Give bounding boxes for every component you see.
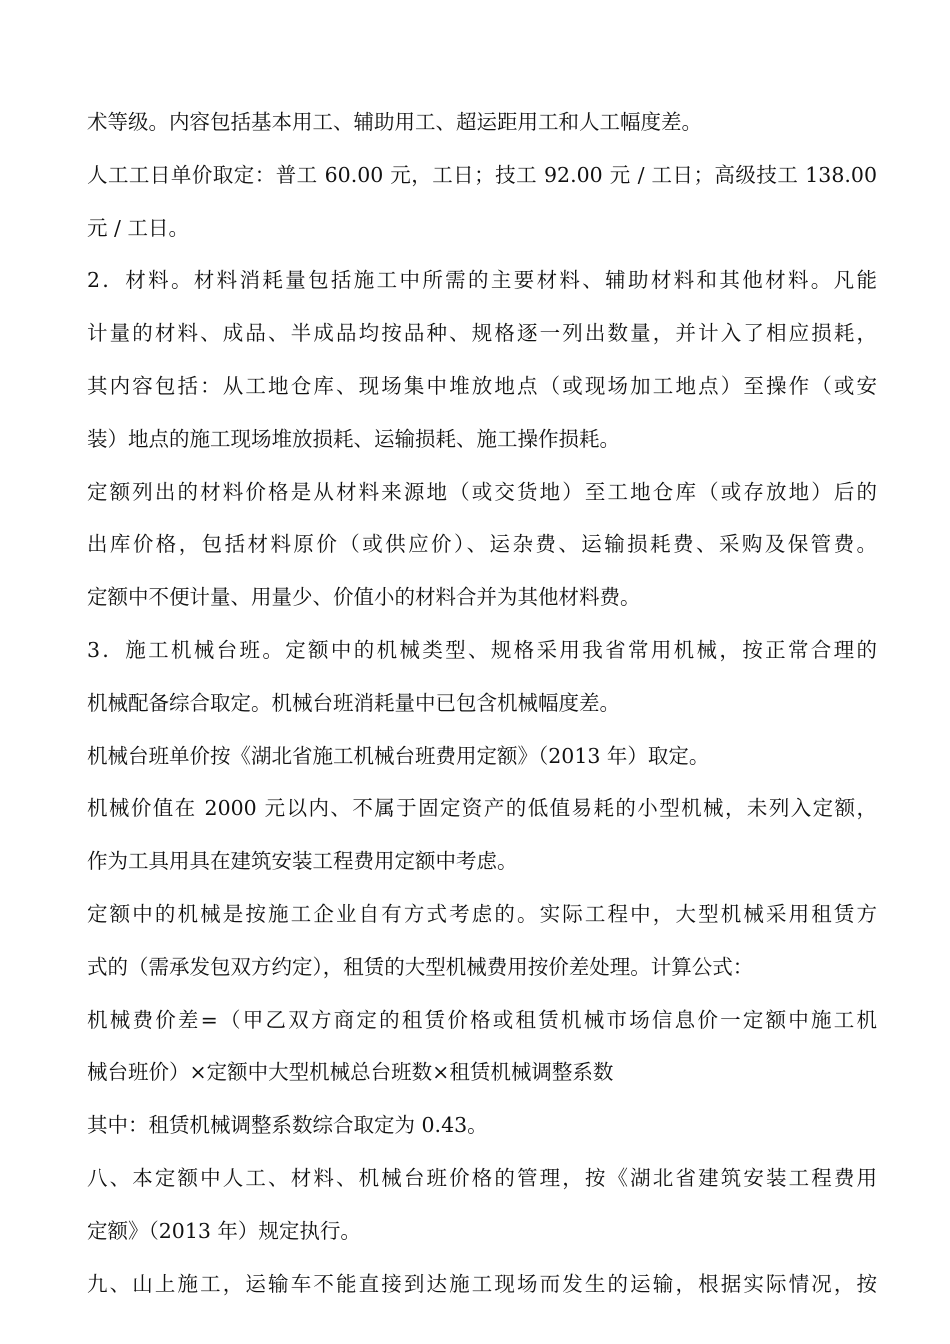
- text-line: 3．施工机械台班。定额中的机械类型、规格采用我省常用机械，按正常合理的: [87, 637, 877, 662]
- text-line: 术等级。内容包括基本用工、辅助用工、超运距用工和人工幅度差。: [87, 110, 702, 134]
- text-line: 械台班价）×定额中大型机械总台班数×租赁机械调整系数: [87, 1060, 614, 1085]
- text-line: 机械费价差=（甲乙双方商定的租赁价格或租赁机械市场信息价一定额中施工机: [87, 1007, 877, 1032]
- text-line: 元 / 工日。: [87, 215, 189, 240]
- text-line: 定额中不便计量、用量少、价值小的材料合并为其他材料费。: [87, 585, 641, 610]
- text-line: 装）地点的施工现场堆放损耗、运输损耗、施工操作损耗。: [87, 426, 620, 451]
- text-line: 定额列出的材料价格是从材料来源地（或交货地）至工地仓库（或存放地）后的: [87, 479, 877, 504]
- text-line: 出库价格，包括材料原价（或供应价）、运杂费、运输损耗费、采购及保管费。: [87, 532, 877, 557]
- text-line: 作为工具用具在建筑安装工程费用定额中考虑。: [87, 849, 518, 874]
- document-body: [87, 100, 877, 1314]
- text-line: 计量的材料、成品、半成品均按品种、规格逐一列出数量，并计入了相应损耗，: [87, 321, 877, 346]
- text-line: 机械价值在 2000 元以内、不属于固定资产的低值易耗的小型机械，未列入定额，: [87, 796, 877, 821]
- text-line: 八、本定额中人工、材料、机械台班价格的管理，按《湖北省建筑安装工程费用: [87, 1165, 877, 1190]
- text-line: 其中：租赁机械调整系数综合取定为 0.43。: [87, 1113, 488, 1138]
- text-line: 九、山上施工，运输车不能直接到达施工现场而发生的运输，根据实际情况，按: [87, 1271, 877, 1296]
- text-line: 机械台班单价按《湖北省施工机械台班费用定额》（2013 年）取定。: [87, 743, 710, 768]
- text-line: 定额》（2013 年）规定执行。: [87, 1218, 361, 1243]
- text-line: 2．材料。材料消耗量包括施工中所需的主要材料、辅助材料和其他材料。凡能: [87, 268, 877, 293]
- text-line: 式的（需承发包双方约定），租赁的大型机械费用按价差处理。计算公式：: [87, 954, 754, 979]
- text-line: 机械配备综合取定。机械台班消耗量中已包含机械幅度差。: [87, 690, 620, 715]
- text-line: 其内容包括：从工地仓库、现场集中堆放地点（或现场加工地点）至操作（或安: [87, 373, 877, 398]
- text-line: 人工工日单价取定：普工 60.00 元，工日；技工 92.00 元 / 工日；高级技工 138.00: [87, 162, 877, 187]
- text-line: 定额中的机械是按施工企业自有方式考虑的。实际工程中，大型机械采用租赁方: [87, 901, 877, 926]
